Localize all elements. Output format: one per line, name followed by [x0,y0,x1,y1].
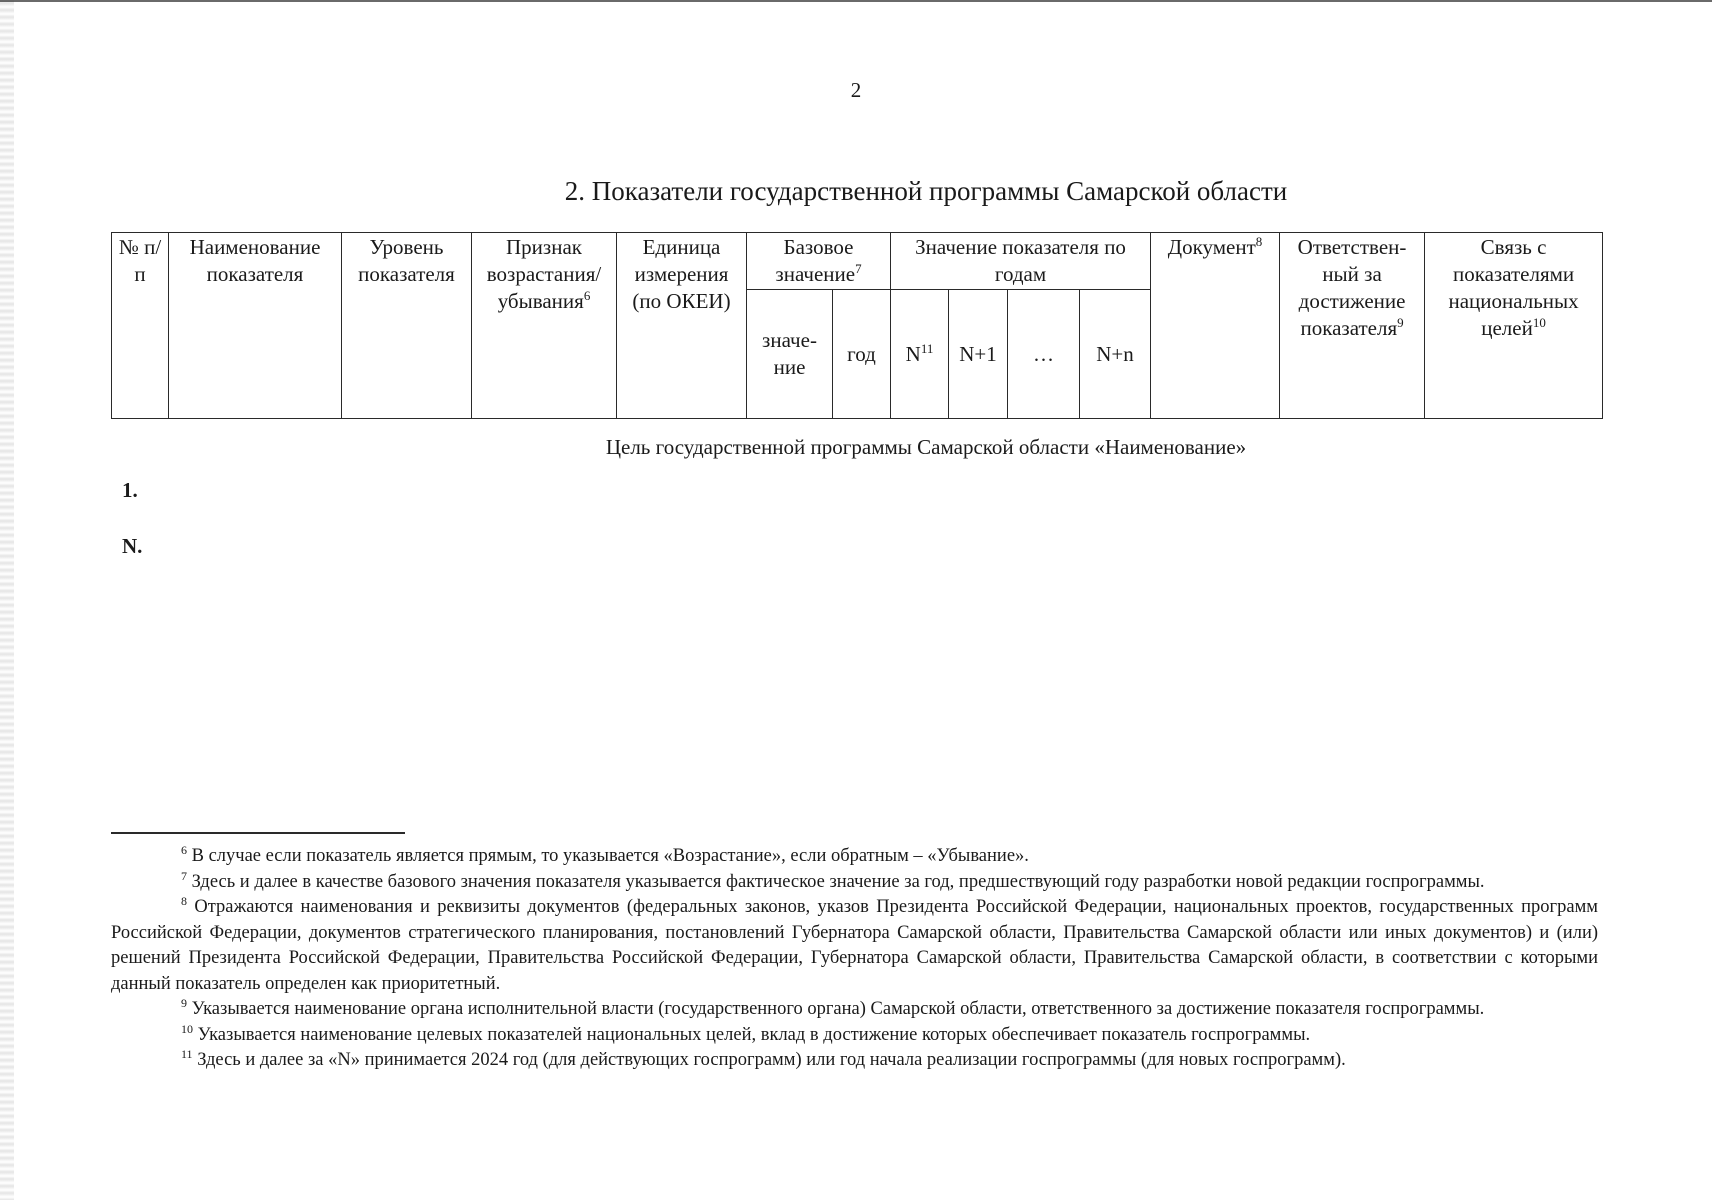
header-values-by-year: Значение показателя по годам [891,233,1151,290]
row-label-last: N. [122,534,143,558]
footnote-7: $^7$ Здесь и далее в качестве базового значения показателя указывается фактическое значение за год, предшествующий году разработки новой редакции госпрограммы. [181,868,1485,892]
scan-top-border [0,0,1712,2]
header-number: № п/п [112,233,169,419]
footnote-separator [111,832,405,834]
header-name: Наименование показателя [169,233,342,419]
indicators-table [111,232,1603,419]
header-year-ellipsis: … [1008,290,1080,419]
header-national-goals-link: Связь с показателями национальных целей$^{10}$ [1425,233,1603,419]
footnote-ref: 10 [1532,315,1546,330]
header-level: Уровень показателя [342,233,472,419]
footnote-9: $^9$ Указывается наименование органа исполнительной власти (государственного органа) Самарской области, ответственного за достижение показателя госпрограммы. [181,995,1485,1019]
footnote-ref: 9 [1397,315,1404,330]
page-number: 2 [850,78,862,102]
header-year-n: $N^{11}$ [891,290,949,419]
header-base: Базовое значение$^7$ [747,233,891,290]
footnote-11: $^{11}$ Здесь и далее за «N» принимается 2024 год (для действующих госпрограмм) или год начала реализации госпрограммы (для новых госпрограмм). [181,1046,1346,1070]
section-title: 2. Показатели государственной программы Самарской области [564,176,1288,206]
row-label-first: 1. [122,478,138,502]
footnote-6: $^6$ В случае если показатель является прямым, то указывается «Возрастание», если обратным – «Убывание». [181,842,1029,866]
header-base-value: значе- ние [747,290,833,419]
header-year-n-plus-1: N+1 [949,290,1008,419]
header-sign: Признак возрастания/ убывания$^6$ [472,233,617,419]
footnote-ref: 11 [920,340,934,356]
footnote-ref: 6 [583,288,591,303]
footnote-ref: 8 [1255,234,1263,249]
header-year-n-plus-n: N+n [1080,290,1151,419]
footnotes [111,844,1598,1074]
header-unit: Единица измерения (по ОКЕИ) [617,233,747,419]
header-base-year: год [833,290,891,419]
header-document: Документ$^8$ [1151,233,1280,419]
footnote-ref: 7 [855,261,862,276]
goal-title: Цель государственной программы Самарской области «Наименование» [605,435,1247,459]
footnote-8: $^8$ Отражаются наименования и реквизиты документов (федеральных законов, указов Президента Российской Федерации, национальных проектов, государственных программ Российской Федерации, документов стратегического планирования, постановлений Губернатора Самарской области, Правительства Самарской области или иных документов) и (или) решений Президента Российской Федерации, Правительства Российской Федерации, Губернатора Самарской области, Правительства Самарской области, в соответствии с которыми данный показатель определен как приоритетный. [111,893,1598,994]
header-responsible: Ответствен- ный за достижение показателя$^9$ [1280,233,1425,419]
footnote-10: $^{10}$ Указывается наименование целевых показателей национальных целей, вклад в достижение которых обеспечивает показатель госпрограммы. [181,1021,1311,1045]
